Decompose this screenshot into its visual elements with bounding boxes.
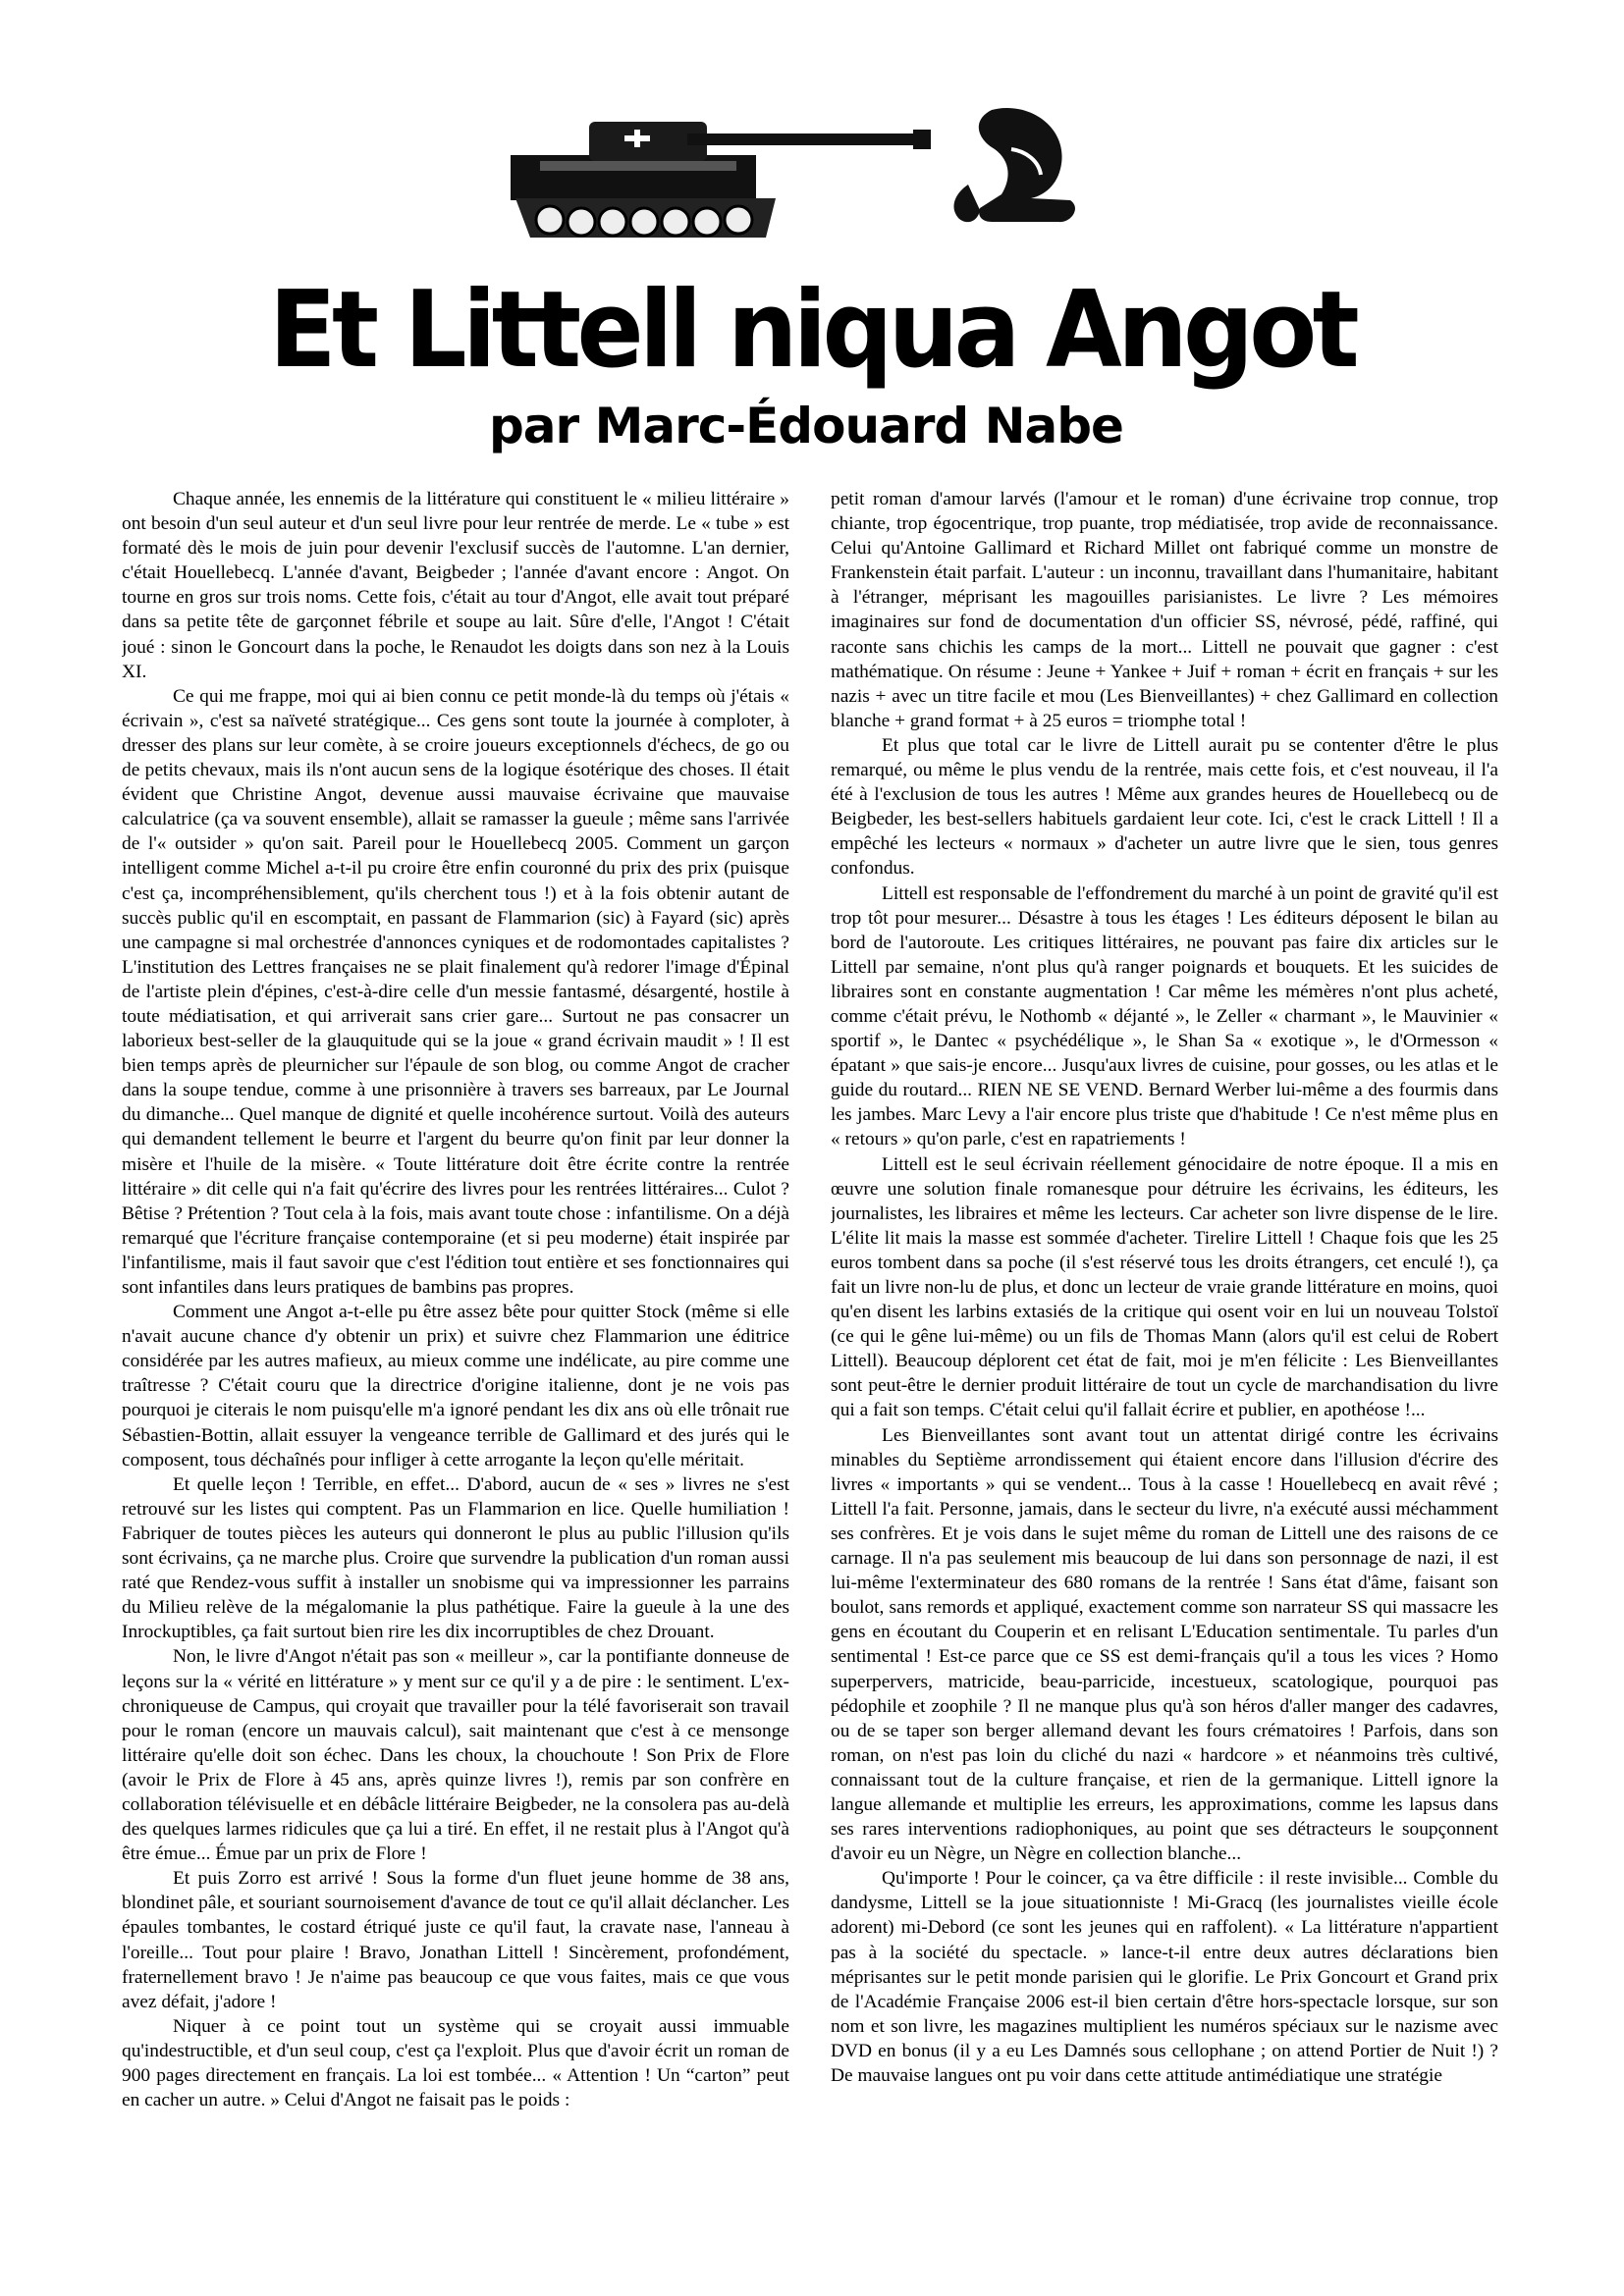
tank-icon <box>511 122 931 238</box>
paragraph: petit roman d'amour larvés (l'amour et le roman) d'une écrivaine trop connue, trop chiante, trop égocentrique, trop puante, trop médiatisée, trop avide de reconnaissance. Celui qu'Antoine Gallimard et Richard Millet ont fabriqué comme un monstre de Frankenstein était parfait. L'auteur : un inconnu, travaillant dans l'humanitaire, habitant à l'étranger, méprisant les magouilles parisianistes. Le livre ? Les mémoires imaginaires sur fond de documentation d'un officier SS, névrosé, pédé, raffiné, qui raconte sans chichis les camps de la mort... Littell ne pouvait que gagner : c'est mathématique. On résume : Jeune + Yankee + Juif + roman + écrit en français + sur les nazis + avec un titre facile et mou (Les Bienveillantes) + chez Gallimard en collection blanche + grand format + à 25 euros = triomphe total ! <box>831 489 1498 731</box>
paragraph: Et quelle leçon ! Terrible, en effet... D'abord, aucun de « ses » livres ne s'est retrouvé sur les listes qui comptent. Pas un Flammarion en lice. Quelle humiliation ! Fabriquer de toutes pièces les auteurs qui donneront le plus au public l'illusion qu'ils sont écrivains, ça ne marche plus. Croire que survendre la publication d'un roman aussi raté que Rendez-vous suffit à installer un snobisme qui va impressionner les parrains du Milieu relève de la mégalomanie la plus pathétique. Faire la gueule à la une des Inrockuptibles, ça fait surtout bien rire les dix incorruptibles de chez Drouant. <box>122 1473 789 1643</box>
paragraph: Niquer à ce point tout un système qui se croyait aussi immuable qu'indestructible, et d'un seul coup, c'est ça l'exploit. Plus que d'avoir écrit un roman de 900 pages directement en français. La loi est tombée... « Attention ! Un “carton” peut en cacher un autre. » Celui d'Angot ne faisait pas le poids : <box>122 2015 789 2111</box>
article-column-left <box>122 487 789 2244</box>
paragraph: Chaque année, les ennemis de la littérature qui constituent le « milieu littéraire » ont besoin d'un seul auteur et d'un seul livre pour leur rentrée de merde. Le « tube » est formaté dès le mois de juin pour devenir l'exclusif succès de l'automne. L'an dernier, c'était Houellebecq. L'année d'avant, Beigbeder ; l'année d'avant encore : Angot. On tourne en gros sur trois noms. Cette fois, c'était au tour d'Angot, elle avait tout préparé dans sa petite tête de garçonnet fébrile et soupe au lait. Sûre d'elle, l'Angot ! C'était joué : sinon le Goncourt dans la poche, le Renaudot les doigts dans son nez à la Louis XI. <box>122 489 789 682</box>
article-column-right <box>831 487 1498 2244</box>
paragraph: Les Bienveillantes sont avant tout un attentat dirigé contre les écrivains minables du Septième arrondissement qui étaient encore dans l'illusion d'écrire des livres « importants » qui se vendent... Tous à la casse ! Houellebecq en avait rêvé ; Littell l'a fait. Personne, jamais, dans le secteur du livre, n'a exécuté aussi méchamment ses confrères. Et je vois dans le sujet même du roman de Littell une des raisons de ce carnage. Il n'a pas seulement mis beaucoup de lui dans son personnage de nazi, il est lui-même l'exterminateur des 680 romans de la rentrée ! Sans état d'âme, faisant son boulot, sans remords et appliqué, exactement comme son narrateur SS qui massacre les gens en écoutant du Couperin et en relisant L'Education sentimentale. Tu parles d'un sentimental ! Est-ce parce que ce SS est demi-français qu'il a tous les vices ? Homo superpervers, matricide, beau-parricide, incestueux, scatologique, pourquoi pas pédophile et zoophile ? Il ne manque plus qu'à son héros d'aller manger des cadavres, ou de se taper son berger allemand devant les fours crématoires ! Parfois, dans son roman, on n'est pas loin du cliché du nazi « hardcore » et néanmoins très cultivé, connaissant tout de la culture française, et rien de la germanique. Littell ignore la langue allemande et multiplie les erreurs, les approximations, comme les lapsus dans ses rares interventions radiophoniques, au point que ses détracteurs le soupçonnent d'avoir eu un Nègre, un Nègre en collection blanche... <box>831 1424 1498 1865</box>
paragraph: Ce qui me frappe, moi qui ai bien connu ce petit monde-là du temps où j'étais « écrivain », c'est sa naïveté stratégique... Ces gens sont toute la journée à comploter, à dresser des plans sur leur comète, à se croire joueurs exceptionnels d'échecs, de go ou de petits chevaux, mais ils n'ont aucun sens de la logique ésotérique des choses. Il était évident que Christine Angot, devenue aussi mauvaise écrivaine que mauvaise calculatrice (ça va souvent ensemble), allait se ramasser la gueule ; même sans l'arrivée de l'« outsider » qu'on sait. Pareil pour le Houellebecq 2005. Comment un garçon intelligent comme Michel a-t-il pu croire être enfin couronné du prix des prix (puisque c'est ça, incompréhensiblement, qu'ils cherchent tous !) et à la fois obtenir autant de succès public qu'il en escomptait, en passant de Flammarion (sic) à Fayard (sic) après une campagne si mal orchestrée d'annonces cyniques et de rodomontades capitalistes ? L'institution des Lettres françaises ne se plait finalement qu'à redorer l'image d'Épinal de l'artiste plein d'épines, c'est-à-dire celle d'un messie fantasmé, désargenté, hostile à toute médiatisation, et qui arriverait sans crier gare... Surtout ne pas consacrer un laborieux best-seller de la glauquitude qui se la joue « grand écrivain maudit » ! Il est bien temps après de pleurnicher sur l'épaule de son blog, ou comme Angot de cracher dans la soupe tendue, comme à une prisonnière à travers ses barreaux, par Le Journal du dimanche... Quel manque de dignité et quelle incohérence surtout. Voilà des auteurs qui demandent tellement le beurre et l'argent du beurre qu'on finit par leur donner la misère et l'huile de la misère. « Toute littérature doit être écrite contre la rentrée littéraire » dit celle qui n'a fait qu'écrire des livres pour les rentrées littéraires... Culot ? Bêtise ? Prétention ? Tout cela à la fois, mais avant toute chose : infantilisme. On a déjà remarqué que l'écriture française contemporaine (et si peu moderne) était inspirée par l'infantilisme, mais il faut savoir que c'est l'édition tout entière et ses fonctionnaires qui sont infantiles dans leurs pratiques de bambins pas propres. <box>122 685 789 1298</box>
paragraph: Littell est le seul écrivain réellement génocidaire de notre époque. Il a mis en œuvre une solution finale romanesque pour détruire les écrivains, les éditeurs, les journalistes, les libraires et même les lecteurs. Car acheter son livre dispense de le lire. L'élite lit mais la masse est sommée d'acheter. Tirelire Littell ! Chaque fois que les 25 euros tombent dans sa poche (il s'est réservé tous les droits étrangers, cet enculé !), ça fait un livre non-lu de plus, et donc un lecteur de vraie grande littérature en moins, quoi qu'en disent les larbins extasiés de la critique qui osent voir en lui un nouveau Tolstoï (ce qui le gêne lui-même) ou un fils de Thomas Mann (alors qu'il est celui de Robert Littell). Beaucoup déplorent cet état de fait, moi je m'en félicite : Les Bienveillantes sont peut-être le dernier produit littéraire de tout un cycle de marchandisation du livre qui a fait son temps. C'était celui qu'il fallait écrire et publier, en apothéose !... <box>831 1153 1498 1421</box>
paragraph: Et puis Zorro est arrivé ! Sous la forme d'un fluet jeune homme de 38 ans, blondinet pâle, et souriant sournoisement d'avance de tout ce qu'il allait déclancher. Les épaules tombantes, le costard étriqué juste ce qu'il faut, la cravate nase, l'anneau à l'oreille... Tout pour plaire ! Bravo, Jonathan Littell ! Sincèrement, profondément, fraternellement bravo ! Je n'aime pas beaucoup ce que vous faites, mais ce que vous avez défait, j'adore ! <box>122 1868 789 2012</box>
paragraph: Et plus que total car le livre de Littell aurait pu se contenter d'être le plus remarqué, ou même le plus vendu de la rentrée, mais cette fois, et c'est nouveau, il l'a été à l'exclusion de tous les autres ! Même aux grandes heures de Houellebecq ou de Beigbeder, les best-sellers habituels gardaient leur cote. Ici, c'est le crack Littell ! Il a empêché les lecteurs « normaux » d'acheter un autre livre que le sien, tous genres confondus. <box>831 734 1498 880</box>
paragraph: Littell est responsable de l'effondrement du marché à un point de gravité qu'il est trop tôt pour mesurer... Désastre à tous les étages ! Les éditeurs déposent le bilan au bord de l'autoroute. Les critiques littéraires, ne pouvant pas faire dix articles sur le Littell par semaine, n'ont plus qu'à ranger poignards et bouquets. Et les suicides de libraires sont en constante augmentation ! Car même les mémères n'ont plus acheté, comme c'était prévu, le Nothomb « déjanté », le Zeller « charmant », le Mauvinier « sportif », le Dantec « psychédélique », le Shan Sa « exotique », le d'Ormesson « épatant » que sais-je encore... Jusqu'aux livres de cuisine, pour gosses, ou les atlas et le guide du routard... RIEN NE SE VEND. Bernard Werber lui-même a des fourmis dans les jambes. Marc Levy a l'air encore plus triste que d'habitude ! Ce n'est même plus en « retours » qu'on parle, c'est en rapatriements ! <box>831 882 1498 1150</box>
header-illustration <box>481 90 1090 257</box>
paragraph: Non, le livre d'Angot n'était pas son « meilleur », car la pontifiante donneuse de leçons sur la « vérité en littérature » y ment sur ce qu'il y a de pire : le sentiment. L'ex-chroniqueuse de Campus, qui croyait que travailler pour la télé favoriserait son travail pour le roman (encore un mauvais calcul), sait maintenant que c'est à ce mensonge littéraire qu'elle doit son échec. Dans les choux, la chouchoute ! Son Prix de Flore (avoir le Prix de Flore à 45 ans, après quinze livres !), remis par son confrère en collaboration télévisuelle et en débâcle littéraire Beigbeder, ne la consolera pas au-delà des quelques larmes ridicules que ça lui a tiré. En effet, il ne restait plus à l'Angot qu'à être émue... Émue par un prix de Flore ! <box>122 1646 789 1865</box>
kneeling-figure-icon <box>953 108 1075 222</box>
article-byline: par Marc-Édouard Nabe <box>489 398 1123 454</box>
article-title: Et Littell niqua Angot <box>269 269 1355 392</box>
paragraph: Qu'importe ! Pour le coincer, ça va être difficile : il reste invisible... Comble du dandysme, Littell se la joue situationniste ! Mi-Gracq (les journalistes vieille école adorent) mi-Debord (ce sont les jeunes qui en raffolent). « La littérature n'appartient pas à la société du spectacle. » lance-t-il entre deux autres déclarations bien méprisantes sur le petit monde parisien qui le glorifie. Le Prix Goncourt et Grand prix de l'Académie Française 2006 est-il bien certain d'être hors-spectacle lorsque, sur son nom et son livre, les magazines multiplient les numéros spéciaux sur le nazisme avec DVD en bonus (il y a eu Les Damnés sous cellophane ; on attend Portier de Nuit !) ? De mauvaise langues ont pu voir dans cette attitude antimédiatique une stratégie <box>831 1868 1498 2086</box>
paragraph: Comment une Angot a-t-elle pu être assez bête pour quitter Stock (même si elle n'avait aucune chance d'y obtenir un prix) et suivre chez Flammarion une éditrice considérée par les autres mafieux, au mieux comme une indélicate, au pire comme une traîtresse ? C'était couru que la directrice d'origine italienne, dont je ne vois pas pourquoi je citerais le nom puisqu'elle m'a ignoré pendant les dix ans où elle trônait rue Sébastien-Bottin, allait essuyer la vengeance terrible de Gallimard et des jurés qui le composent, tous déchaînés pour infliger à cette arrogante la leçon qu'elle méritait. <box>122 1302 789 1470</box>
